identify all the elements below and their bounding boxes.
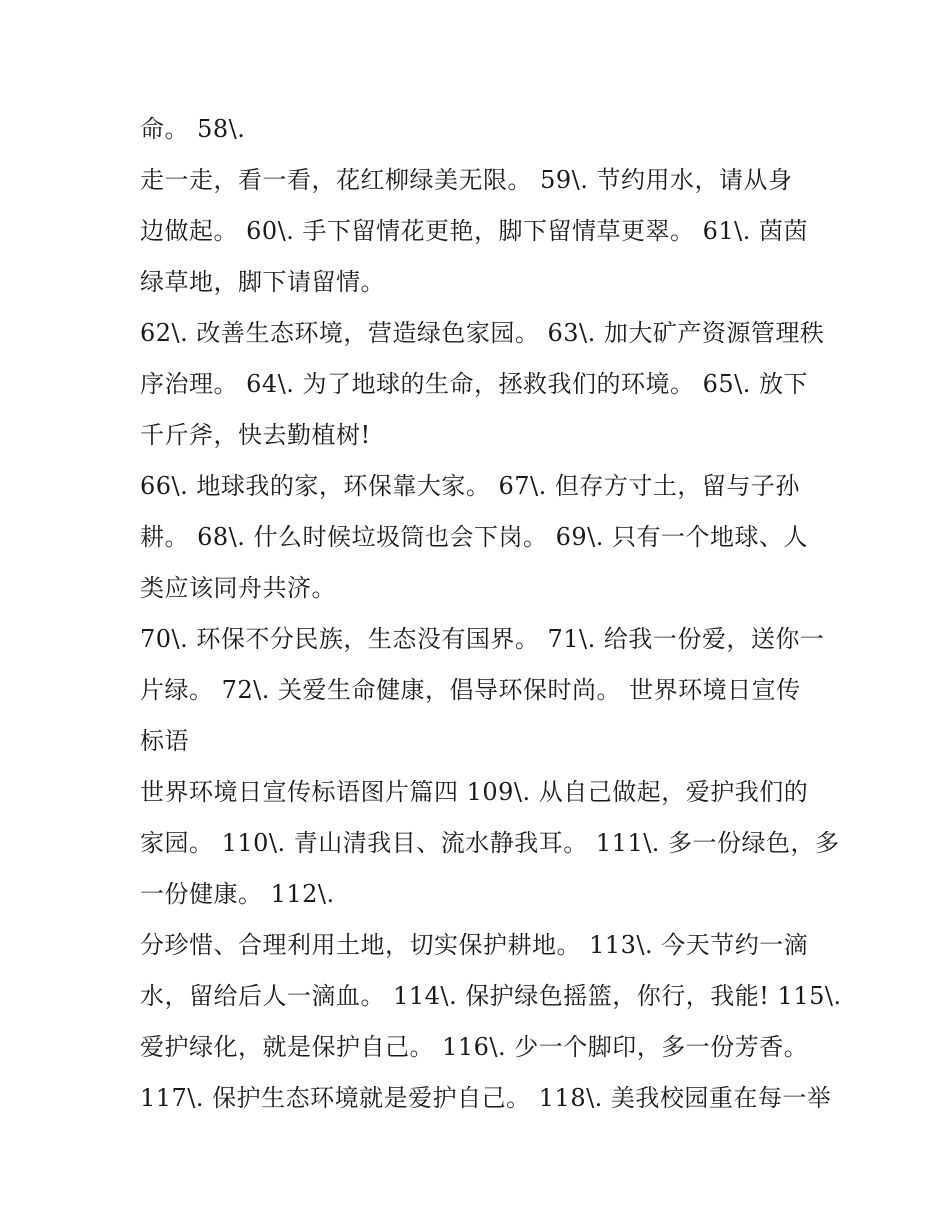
text-line: 62\. 改善生态环境，营造绿色家园。 63\. 加大矿产资源管理秩 xyxy=(140,319,825,347)
text-line: 70\. 环保不分民族，生态没有国界。 71\. 给我一份爱，送你一 xyxy=(140,625,825,653)
text-line: 爱护绿化，就是保护自己。 116\. 少一个脚印，多一份芳香。 xyxy=(140,1033,809,1061)
text-line: 片绿。 72\. 关爱生命健康，倡导环保时尚。 世界环境日宣传 xyxy=(140,676,801,704)
text-line: 66\. 地球我的家，环保靠大家。 67\. 但存方寸土，留与子孙 xyxy=(140,472,800,500)
text-line: 类应该同舟共济。 xyxy=(140,574,336,602)
text-line: 水，留给后人一滴血。 114\. 保护绿色摇篮，你行，我能! 115\. xyxy=(140,982,842,1010)
text-line: 一份健康。 112\. xyxy=(140,880,335,908)
document-body xyxy=(140,104,842,1124)
text-line: 序治理。 64\. 为了地球的生命，拯救我们的环境。 65\. 放下 xyxy=(140,370,809,398)
text-line: 走一走，看一看，花红柳绿美无限。 59\. 节约用水，请从身 xyxy=(140,166,793,194)
text-line: 命。 58\. xyxy=(140,115,246,143)
text-line: 绿草地，脚下请留情。 xyxy=(140,268,385,296)
text-line: 世界环境日宣传标语图片篇四 109\. 从自己做起，爱护我们的 xyxy=(140,778,809,806)
text-line: 分珍惜、合理利用土地，切实保护耕地。 113\. 今天节约一滴 xyxy=(140,931,809,959)
text-line: 耕。 68\. 什么时候垃圾筒也会下岗。 69\. 只有一个地球、人 xyxy=(140,523,809,551)
text-line: 标语 xyxy=(140,727,189,755)
text-line: 家园。 110\. 青山清我目、流水静我耳。 111\. 多一份绿色，多 xyxy=(140,829,840,857)
text-line: 千斤斧，快去勤植树! xyxy=(140,421,371,449)
text-line: 边做起。 60\. 手下留情花更艳，脚下留情草更翠。 61\. 茵茵 xyxy=(140,217,809,245)
text-line: 117\. 保护生态环境就是爱护自己。 118\. 美我校园重在每一举 xyxy=(140,1084,832,1112)
